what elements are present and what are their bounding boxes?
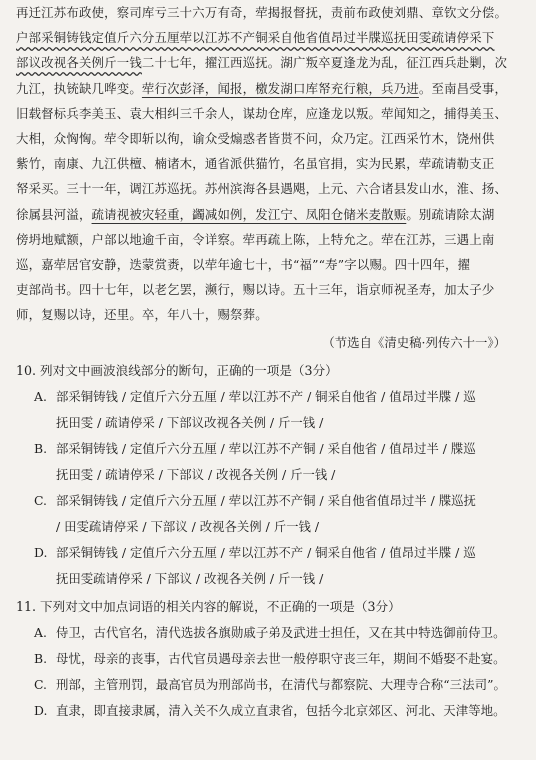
passage-line: 紫竹，南康、九江供檀、楠诸木，通省派供猫竹，名虽官捐，实为民累，荦疏请勒支正 — [16, 156, 495, 172]
passage — [16, 0, 522, 328]
question-11-option-b[interactable] — [16, 646, 522, 672]
option-text-continued: 抚田雯 / 疏请停采 / 下部议改视各关例 / 斤一钱 / — [56, 414, 324, 430]
option-label: D. — [34, 544, 48, 560]
passage-line: 大相，众恟恟。荦令即斩以徇，谕众受煽惑者皆贳不问，众乃定。江西采竹木，饶州供 — [16, 131, 495, 147]
option-text: 直隶，即直接隶属，清入关不久成立直隶省，包括今北京郊区、河北、天津等地。 — [56, 702, 506, 718]
passage-line: 师，复赐以诗，还里。卒，年八十，赐祭葬。 — [16, 307, 268, 323]
option-text-continued: 抚田雯 / 疏请停采 / 下部议 / 改视各关例 / 斤一钱 / — [56, 466, 336, 482]
option-text: 部采铜铸钱 / 定值斤六分五厘 / 荦以江苏不产铜 / 采自他省值昂过半 / 牒巡抚 — [56, 492, 476, 508]
passage-line: 再迁江苏布政使，察司库亏三十六万有奇，荦揭报督抚，责前布政使刘鼎、章钦文分偿。 — [16, 5, 508, 20]
passage-line: 巡，嘉荦居官安静，迭蒙赏赉，以荦年逾七十，书“福”“寿”字以赐。四十四年，擢 — [16, 257, 471, 273]
passage-text: 二十七年，擢江西巡抚。湖广叛卒夏逢龙为乱，征江西兵赴剿，次 — [141, 55, 508, 71]
passage-source: （节选自《清史稿·列传六十一》） — [322, 334, 506, 350]
option-label: C. — [34, 492, 47, 508]
passage-text: 九江，执铳缺几哗变。 — [16, 80, 142, 96]
option-text: 部采铜铸钱 / 定值斤六分五厘 / 荦以江苏不产铜 / 采自他省 / 值昂过半 / 牒巡 — [56, 440, 476, 456]
question-11-stem: 11. 下列对文中加点词语的相关内容的解说，不正确的一项是（3分） — [16, 598, 401, 614]
passage-line — [16, 202, 522, 227]
option-label: D. — [34, 702, 48, 718]
question-10-option-b[interactable] — [16, 436, 522, 488]
option-label: B. — [34, 650, 48, 666]
passage-text: 。至南昌受事， — [418, 80, 508, 96]
passage-line — [16, 76, 522, 101]
question-10-option-d[interactable] — [16, 540, 522, 592]
question-11-option-d[interactable] — [16, 698, 522, 724]
question-10-option-a[interactable] — [16, 384, 522, 436]
option-label: A. — [34, 388, 47, 404]
passage-line — [16, 50, 522, 75]
question-11-option-c[interactable] — [16, 672, 522, 698]
passage-line: 傍坍地赋额，户部以地逾千亩，令详察。荦再疏上陈，上特允之。荦在江苏，三遇上南 — [16, 231, 495, 247]
underlined-sentence: 疏请视被灾轻重，蠲减如例，发江宁、凤阳仓储米麦散赈 — [91, 206, 407, 222]
option-text: 部采铜铸钱 / 定值斤六分五厘 / 荦以江苏不产 / 铜采自他省 / 值昂过半牒 / 巡 — [56, 544, 476, 560]
question-11-option-a[interactable] — [16, 620, 522, 646]
question-10-option-c[interactable] — [16, 488, 522, 540]
question-10-stem: 10. 列对文中画波浪线部分的断句，正确的一项是（3分） — [16, 362, 338, 378]
option-text-continued: / 田雯疏请停采 / 下部议 / 改视各关例 / 斤一钱 / — [56, 518, 320, 534]
option-text: 刑部，主管刑罚，最高官员为刑部尚书，在清代与都察院、大理寺合称“三法司”。 — [56, 676, 507, 692]
passage-text: 。别疏请除太湖 — [406, 206, 495, 222]
option-text: 部采铜铸钱 / 定值斤六分五厘 / 荦以江苏不产 / 铜采自他省 / 值昂过半牒 / 巡 — [56, 388, 476, 404]
option-text-continued: 抚田雯疏请停采 / 下部议 / 改视各关例 / 斤一钱 / — [56, 570, 324, 586]
wavy-underline-text: 户部采铜铸钱定值斤六分五厘荦以江苏不产铜采自他省值昂过半牒巡抚田雯疏请停采下 — [16, 30, 495, 46]
underlined-sentence: 荦行次彭泽，闻报，檄发湖口库帑充行粮，兵乃进 — [141, 80, 419, 96]
option-label: C. — [34, 676, 47, 692]
passage-line-wavy — [16, 25, 522, 50]
passage-line: 旧载督标兵李美玉、袁大相纠三千余人，谋劫仓库，应逢龙以叛。荦闻知之，捕得美玉、 — [16, 105, 508, 121]
passage-line: 吏部尚书。四十七年，以老乞罢，濒行，赐以诗。五十三年，诣京师祝圣寿，加太子少 — [16, 282, 495, 298]
option-label: B. — [34, 440, 48, 456]
option-text: 母忧，母亲的丧事，古代官员遇母亲去世一般停职守丧三年，期间不婚娶不赴宴。 — [56, 650, 506, 666]
option-text: 侍卫，古代官名，清代选拔各旗勋戚子弟及武进士担任，又在其中特选御前侍卫。 — [56, 624, 506, 640]
passage-text: 徐属县河溢， — [16, 206, 92, 222]
wavy-underline-text: 部议改视各关例斤一钱 — [16, 55, 142, 71]
option-label: A. — [34, 624, 47, 640]
passage-line: 帑采买。三十一年，调江苏巡抚。苏州滨海各县遇飓，上元、六合诸县发山水，淮、扬、 — [16, 181, 508, 197]
